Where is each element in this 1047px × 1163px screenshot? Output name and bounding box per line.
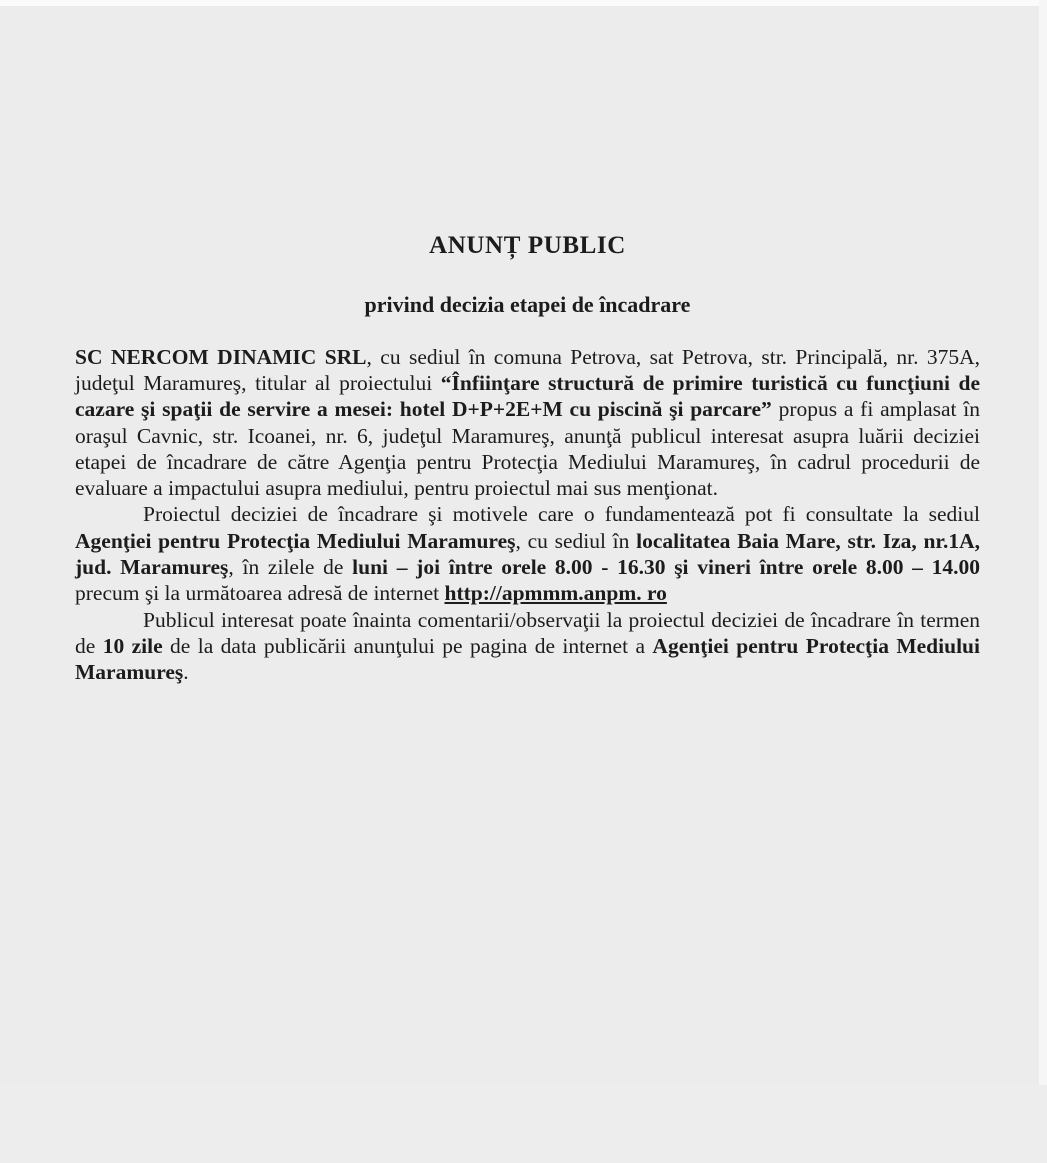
agency-website-link[interactable]: http://apmmm.anpm. ro [444,581,667,606]
paragraph2-segment-days: , în zilele de [228,555,353,580]
paragraph-consultation-details [75,501,980,606]
paragraph3-segment-publication: de la data publicării anunţului pe pagina de internet a [162,633,653,658]
paragraph3-segment-end: . [183,660,189,685]
paragraph1-segment-registered-office: , cu sediul în comuna Petrova, sat Petrova, str. Principală, nr. 375A, judeţul Maramureş, titular al proiectului [75,344,980,395]
paragraph2-segment-intro: Proiectul deciziei de încadrare şi motivele care o fundamentează pot fi consultate la sediul [143,502,980,527]
paragraph1-segment-location-and-authority: propus a fi amplasat în oraşul Cavnic, str. Icoanei, nr. 6, judeţul Maramureş, anunţă publicul interesat asupra luării deciziei etapei de încadrare de către Agenţia pentru Protecţia Mediului Maramureş, în cadrul procedurii de evaluare a impactului asupra mediului, pentru proiectul mai sus menţionat. [75,397,980,501]
comment-deadline: 10 zile [102,633,163,658]
agency-name: Agenţiei pentru Protecţia Mediului Maramureş [75,528,516,553]
company-name: SC NERCOM DINAMIC SRL [75,344,367,369]
office-hours: luni – joi între orele 8.00 - 16.30 şi vineri între orele 8.00 – 14.00 [352,555,980,580]
page-subtitle: privind decizia etapei de încadrare [364,291,691,317]
paragraph3-segment-intro: Publicul interesat poate înainta comentarii/observaţii la proiectul deciziei de încadrare în termen de [75,607,980,658]
agency-name-closing: Agenţiei pentru Protecţia Mediului Maramureş [75,633,980,685]
project-title: “Înfiinţare structură de primire turistică cu funcţiuni de cazare şi spaţii de servire a mesei: hotel D+P+2E+M cu piscină şi parcare” [75,370,981,422]
agency-address: localitatea Baia Mare, str. Iza, nr.1A, jud. Maramureş [75,528,981,580]
paragraph2-segment-office: , cu sediul în [515,528,637,553]
paragraph-project-announcement [75,344,980,502]
page-title: ANUNȚ PUBLIC [429,232,626,259]
paragraph-comment-period [75,607,980,686]
paragraph2-segment-internet: precum şi la următoarea adresă de internet [75,581,445,606]
document-text-block [75,232,980,686]
